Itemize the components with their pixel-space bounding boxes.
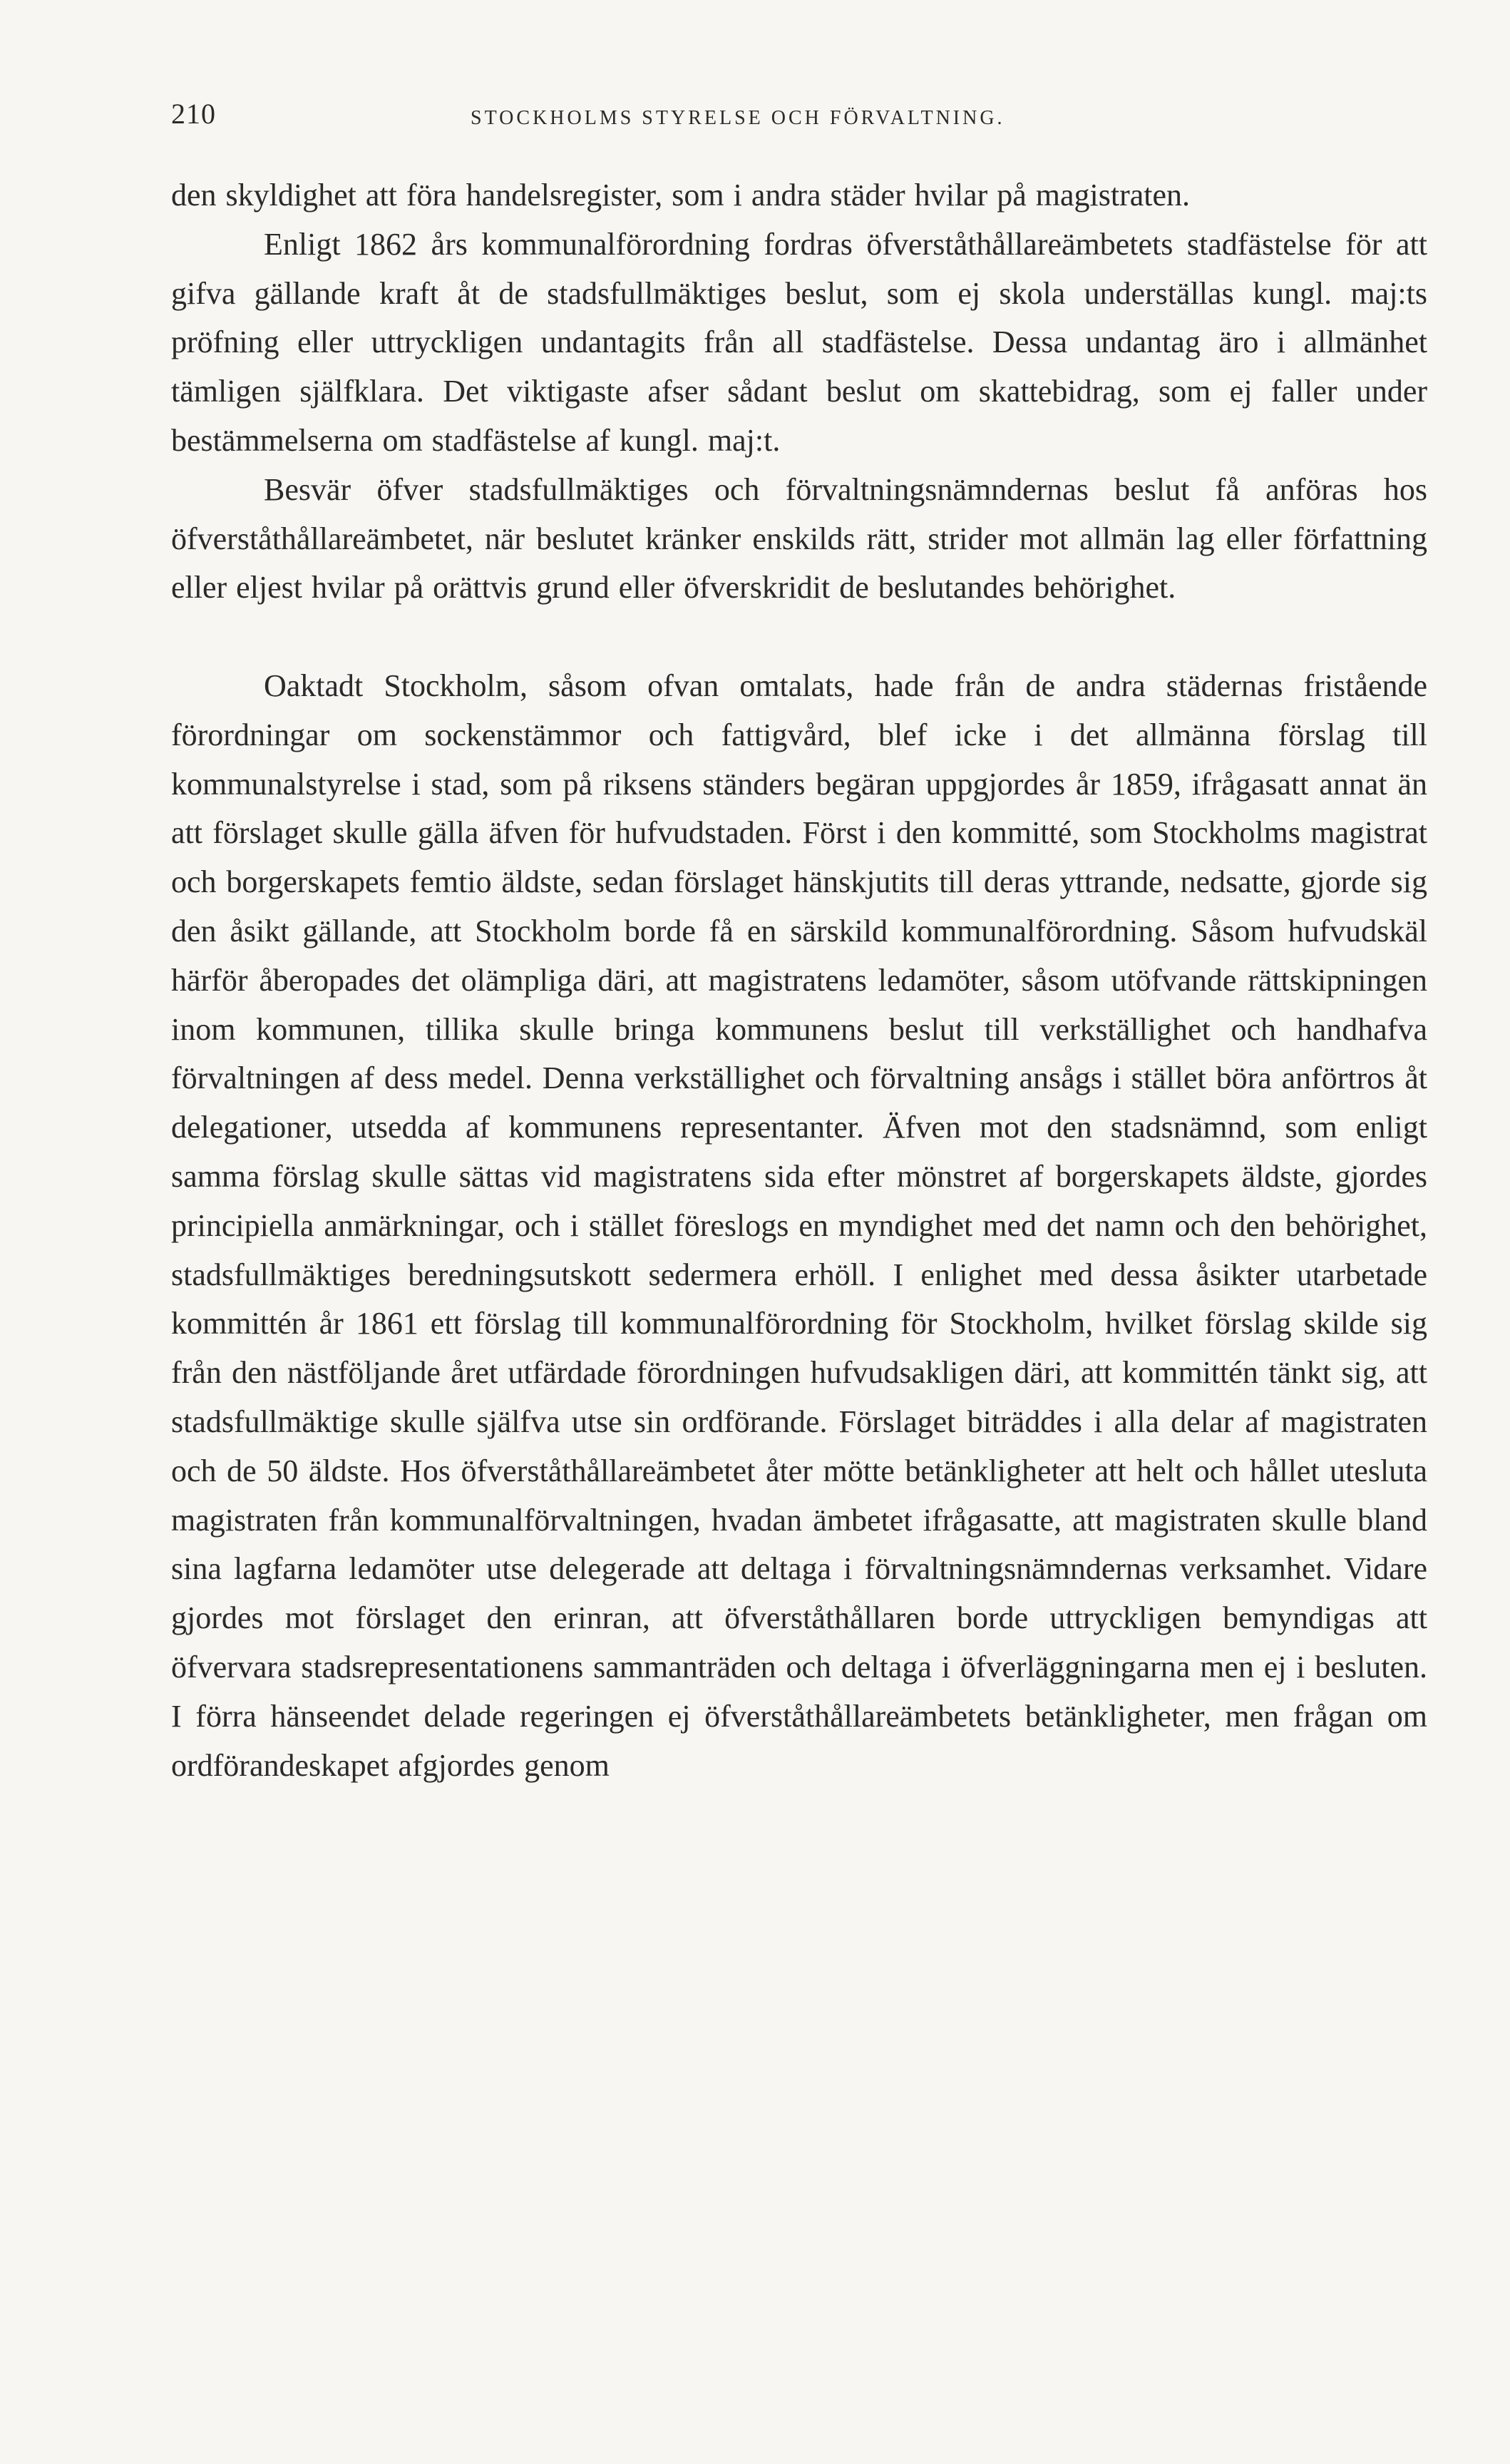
running-title: STOCKHOLMS STYRELSE OCH FÖRVALTNING. (471, 107, 1005, 129)
paragraph: Enligt 1862 års kommunalförordning fordras öfverståthållareämbetets stadfästelse för att gifva gällande kraft åt de stadsfullmäktiges beslut, som ej skola underställas kungl. maj:ts pröfning eller uttryckligen undantagits från all stadfästelse. Dessa undantag äro i allmänhet tämligen själfklara. Det viktigaste afser sådant beslut om skattebidrag, som ej faller under bestämmelserna om stadfästelse af kungl. maj:t. (171, 226, 1427, 458)
paragraph: Besvär öfver stadsfullmäktiges och förvaltningsnämndernas beslut få anföras hos öfverståthållareämbetet, när beslutet kränker enskilds rätt, strider mot allmän lag eller författning eller eljest hvilar på orättvis grund eller öfverskridit de beslutandes behörighet. (171, 471, 1427, 605)
paragraph: Oaktadt Stockholm, såsom ofvan omtalats, hade från de andra städernas fristående förordningar om sockenstämmor och fattigvård, blef icke i det allmänna förslag till kommunalstyrelse i stad, som på riksens ständers begäran uppgjordes år 1859, ifrågasatt annat än att förslaget skulle gälla äfven för hufvudstaden. Först i den kommitté, som Stockholms magistrat och borgerskapets femtio äldste, sedan förslaget hänskjutits till deras yttrande, nedsatte, gjorde sig den åsikt gällande, att Stockholm borde få en särskild kommunalförordning. Såsom hufvudskäl härför åberopades det olämpliga däri, att magistratens ledamöter, såsom utöfvande rättskipningen inom kommunen, tillika skulle bringa kommunens beslut till verkställighet och handhafva förvaltningen af dess medel. Denna verkställighet och förvaltning ansågs i stället böra anförtros åt delegationer, utsedda af kommunens representanter. Äfven mot den stadsnämnd, som enligt samma förslag skulle sättas vid magistratens sida efter mönstret af borgerskapets äldste, gjordes principiella anmärkningar, och i stället föreslogs en myndighet med det namn och den behörighet, stadsfullmäktiges beredningsutskott sedermera erhöll. I enlighet med dessa åsikter utarbetade kommittén år 1861 ett förslag till kommunalförordning för Stockholm, hvilket förslag skilde sig från den nästföljande året utfärdade förordningen hufvudsakligen däri, att kommittén tänkt sig, att stadsfullmäktige skulle själfva utse sin ordförande. Förslaget biträddes i alla delar af magistraten och de 50 äldste. Hos öfverståthållareämbetet åter mötte betänkligheter att helt och hållet utesluta magistraten från kommunalförvaltningen, hvadan ämbetet ifrågasatte, att magistraten skulle bland sina lagfarna ledamöter utse delegerade att deltaga i förvaltningsnämndernas verksamhet. Vidare gjordes mot förslaget den erinran, att öfverståthållaren borde uttryckligen bemyndigas att öfvervara stadsrepresentationens sammanträden och deltaga i öfverläggningarna men ej i besluten. I förra hänseendet delade regeringen ej öfverståthållareämbetets betänkligheter, men frågan om ordförandeskapet afgjordes genom (171, 668, 1427, 1783)
page-number: 210 (171, 98, 216, 130)
page-header (171, 93, 1427, 136)
book-page (171, 93, 1427, 1790)
body-text (171, 171, 1427, 1790)
paragraph: den skyldighet att föra handelsregister, som i andra städer hvilar på magistraten. (171, 178, 1191, 213)
